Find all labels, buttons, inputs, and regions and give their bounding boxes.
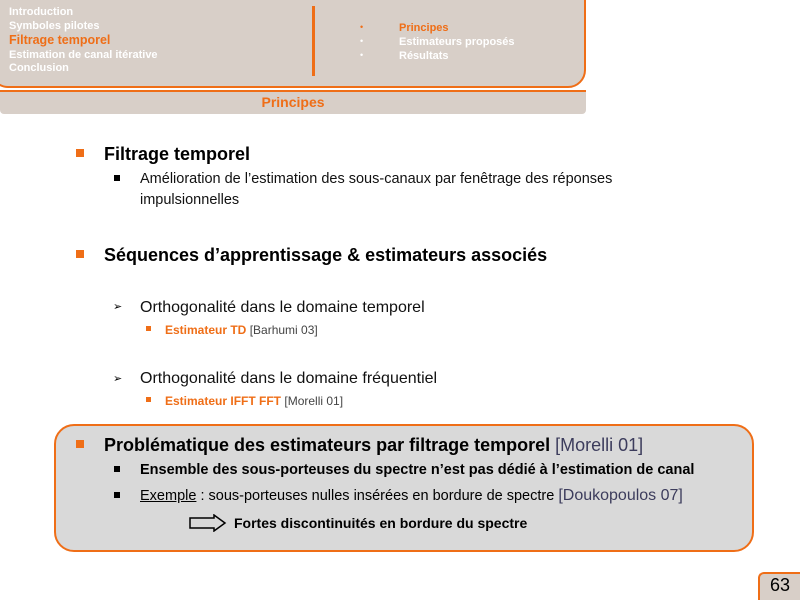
nav-sub-principes[interactable]: Principes (399, 22, 449, 34)
arrow-bullet-icon: ➢ (113, 301, 123, 313)
nav-section-conclusion[interactable]: Conclusion (9, 62, 69, 74)
exemple-line (140, 487, 683, 505)
sub-bullet-icon (146, 397, 151, 402)
estimateur-td-line (165, 323, 318, 337)
arrow-bullet-icon: ➢ (113, 373, 123, 385)
problematique-ref: [Morelli 01] (555, 435, 644, 455)
nav-sub-bullet: • (360, 22, 364, 32)
exemple-text: : sous-porteuses nulles insérées en bordure de spectre (196, 488, 559, 504)
nav-section-filtrage-temporel[interactable]: Filtrage temporel (9, 33, 111, 47)
nav-section-estimation-iterative[interactable]: Estimation de canal itérative (9, 49, 158, 61)
sub-bullet-icon (146, 326, 151, 331)
estimateur-ifft-line (165, 394, 343, 408)
estimateur-ifft-ref: [Morelli 01] (284, 394, 344, 408)
estimateur-ifft-label: Estimateur IFFT FFT (165, 394, 282, 408)
nav-sub-bullet: • (360, 36, 364, 46)
estimateur-td-label: Estimateur TD (165, 323, 247, 337)
estimateur-td-ref: [Barhumi 03] (249, 323, 318, 337)
bullet-filtrage-title: Filtrage temporel (104, 144, 251, 164)
bullet-square-icon (76, 440, 84, 448)
header-divider (312, 6, 315, 76)
slide-title: Principes (261, 94, 325, 110)
problematique-title-line (104, 435, 643, 456)
bullet-square-icon (76, 250, 84, 258)
bullet-sequences-title: Séquences d’apprentissage & estimateurs associés (104, 245, 548, 265)
problematique-title: Problématique des estimateurs par filtrage temporel (104, 435, 551, 455)
nav-sub-resultats[interactable]: Résultats (399, 50, 449, 62)
ortho-frequentiel-label: Orthogonalité dans le domaine fréquentiel (140, 370, 438, 387)
bullet-filtrage-desc-line1: Amélioration de l’estimation des sous-canaux par fenêtrage des réponses (140, 171, 613, 187)
sous-porteuses-item: Ensemble des sous-porteuses du spectre n’est pas dédié à l’estimation de canal (140, 462, 695, 478)
nav-sub-estimateurs[interactable]: Estimateurs proposés (399, 36, 515, 48)
nav-sub-bullet: • (360, 50, 364, 60)
sub-bullet-icon (114, 492, 120, 498)
bullet-filtrage-desc-line2: impulsionnelles (140, 192, 240, 208)
exemple-label: Exemple (140, 488, 197, 504)
ortho-temporel-label: Orthogonalité dans le domaine temporel (140, 299, 425, 316)
sub-bullet-icon (114, 175, 120, 181)
page-number: 63 (769, 575, 791, 595)
nav-section-introduction[interactable]: Introduction (9, 6, 74, 18)
sub-bullet-icon (114, 466, 120, 472)
nav-section-symboles-pilotes[interactable]: Symboles pilotes (9, 20, 100, 32)
double-arrow-icon (188, 514, 228, 532)
conclusion-text: Fortes discontinuités en bordure du spectre (234, 515, 528, 531)
bullet-square-icon (76, 149, 84, 157)
exemple-ref: [Doukopoulos 07] (558, 487, 683, 504)
